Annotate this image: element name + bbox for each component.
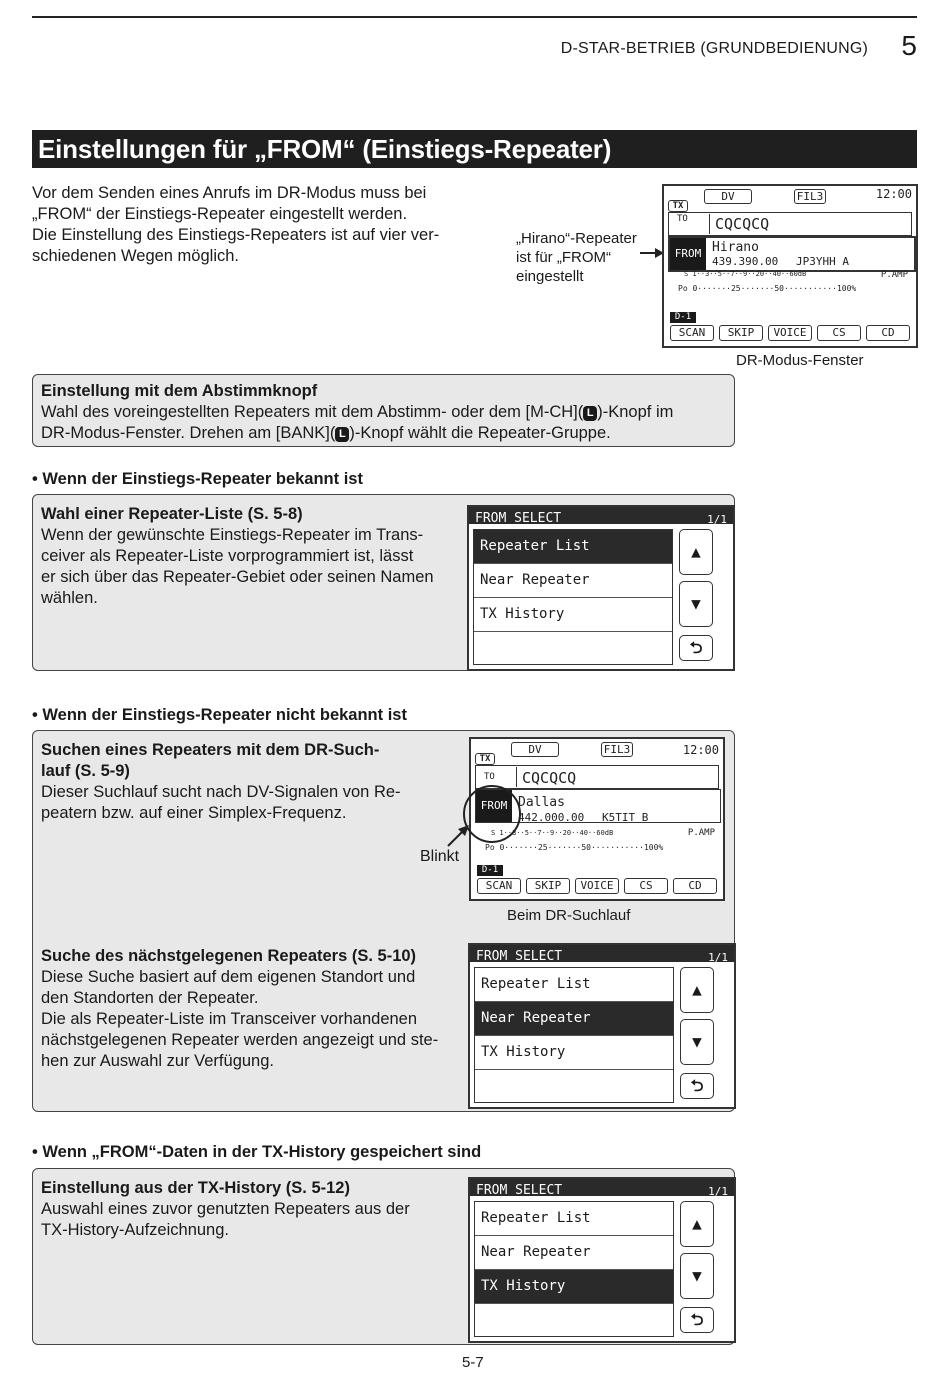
box-line: Dieser Suchlauf sucht nach DV-Signalen von Re- xyxy=(41,783,401,801)
title-bar xyxy=(32,130,917,168)
from-select-title: FROM SELECT xyxy=(476,1183,563,1198)
box-repeater-list xyxy=(32,494,735,671)
text-fragment: DR-Modus-Fenster. Drehen am [BANK]( xyxy=(41,424,336,442)
header-rule xyxy=(32,16,917,18)
box-line: wählen. xyxy=(41,589,98,607)
clock: 12:00 xyxy=(875,187,912,201)
list-item-tx-history[interactable]: TX History xyxy=(475,1270,673,1304)
blink-highlight-circle xyxy=(461,783,523,845)
text-fragment: )-Knopf wählt die Repeater-Gruppe. xyxy=(349,424,611,442)
scroll-up-button[interactable]: ▲ xyxy=(680,1201,714,1247)
blink-label: Blinkt xyxy=(420,848,460,865)
page-indicator: 1/1 xyxy=(708,1185,728,1198)
from-select-title: FROM SELECT xyxy=(476,949,563,964)
page-number: 5-7 xyxy=(462,1354,484,1371)
list-item-near-repeater[interactable]: Near Repeater xyxy=(475,1236,673,1270)
from-select-titlebar xyxy=(470,1179,734,1196)
list-item-tx-history[interactable]: TX History xyxy=(474,598,672,632)
list-item-tx-history[interactable]: TX History xyxy=(475,1036,673,1070)
clock: 12:00 xyxy=(682,743,719,757)
tx-indicator: TX xyxy=(475,753,495,765)
page-indicator: 1/1 xyxy=(707,513,727,526)
box-title: Einstellung mit dem Abstimmknopf xyxy=(41,382,318,400)
list-item-repeater-list[interactable]: Repeater List xyxy=(474,530,672,564)
scroll-down-button[interactable]: ▼ xyxy=(679,581,713,627)
cd-softkey[interactable]: CD xyxy=(866,325,910,341)
from-name: Hirano xyxy=(712,240,759,255)
from-frame xyxy=(668,236,916,272)
box-title: Suche des nächstgelegenen Repeaters (S. 5-10) xyxy=(41,947,417,965)
voice-softkey[interactable]: VOICE xyxy=(575,878,619,894)
from-select-titlebar xyxy=(470,945,734,962)
cs-softkey[interactable]: CS xyxy=(817,325,861,341)
voice-softkey[interactable]: VOICE xyxy=(768,325,812,341)
box-line: hen zur Auswahl zur Verfügung. xyxy=(41,1052,274,1070)
list-item-repeater-list[interactable]: Repeater List xyxy=(475,968,673,1002)
l-key-icon: L xyxy=(335,427,349,442)
to-value: CQCQCQ xyxy=(522,769,577,787)
d-indicator: D-1 xyxy=(670,312,696,323)
to-label: TO xyxy=(484,772,495,782)
chapter-number: 5 xyxy=(901,30,917,61)
box-tx-history xyxy=(32,1168,735,1345)
callout-line: eingestellt xyxy=(516,268,584,285)
filter-indicator: FIL3 xyxy=(794,189,826,204)
from-select-list xyxy=(474,967,674,1103)
d-indicator: D-1 xyxy=(477,865,503,876)
skip-softkey[interactable]: SKIP xyxy=(526,878,570,894)
intro-line: „FROM“ der Einstiegs-Repeater eingestellt werden. xyxy=(32,205,408,223)
to-frame xyxy=(668,212,912,236)
intro-line: Die Einstellung des Einstiegs-Repeaters ist auf vier ver- xyxy=(32,226,440,244)
dr-mode-screen xyxy=(662,184,918,348)
box-line xyxy=(41,402,731,423)
section-header: D-STAR-BETRIEB (GRUNDBEDIENUNG) xyxy=(560,40,868,57)
from-select-list xyxy=(473,529,673,665)
from-label: FROM xyxy=(670,238,706,270)
section-bullet: • Wenn der Einstiegs-Repeater bekannt ist xyxy=(32,470,363,488)
pamp-indicator: P.AMP xyxy=(687,828,715,838)
mode-indicator: DV xyxy=(511,742,559,757)
scroll-up-button[interactable]: ▲ xyxy=(679,529,713,575)
box-line: peatern bzw. auf einer Simplex-Frequenz. xyxy=(41,804,347,822)
skip-softkey[interactable]: SKIP xyxy=(719,325,763,341)
pamp-indicator: P.AMP xyxy=(880,270,908,280)
l-key-icon: L xyxy=(583,406,597,421)
box-tuning-knob xyxy=(32,374,735,447)
scan-softkey[interactable]: SCAN xyxy=(670,325,714,341)
box-line: Auswahl eines zuvor genutzten Repeaters aus der xyxy=(41,1200,410,1218)
from-frequency: 442.000.00 xyxy=(518,811,585,824)
from-frequency: 439.390.00 xyxy=(712,255,779,268)
from-callsign: JP3YHH A xyxy=(796,255,849,268)
callout-line: ist für „FROM“ xyxy=(516,249,611,266)
filter-indicator: FIL3 xyxy=(601,742,633,757)
mode-indicator: DV xyxy=(704,189,752,204)
box-line: TX-History-Aufzeichnung. xyxy=(41,1221,229,1239)
callout-arrow-icon xyxy=(640,246,664,260)
to-value: CQCQCQ xyxy=(715,215,770,233)
box-line: Die als Repeater-Liste im Transceiver vorhandenen xyxy=(41,1010,418,1028)
from-select-list xyxy=(474,1201,674,1337)
callout-line: „Hirano“-Repeater xyxy=(516,230,637,247)
page-indicator: 1/1 xyxy=(708,951,728,964)
intro-text xyxy=(32,183,472,267)
text-fragment: Wahl des voreingestellten Repeaters mit dem Abstimm- oder dem [M-CH]( xyxy=(41,403,584,421)
from-select-screen xyxy=(468,943,736,1109)
scroll-down-button[interactable]: ▼ xyxy=(680,1253,714,1299)
list-item-repeater-list[interactable]: Repeater List xyxy=(475,1202,673,1236)
from-select-title: FROM SELECT xyxy=(475,511,562,526)
section-bullet: • Wenn der Einstiegs-Repeater nicht bekannt ist xyxy=(32,706,407,724)
box-body xyxy=(41,525,461,609)
scan-softkey[interactable]: SCAN xyxy=(477,878,521,894)
scroll-up-button[interactable]: ▲ xyxy=(680,967,714,1013)
intro-line: Vor dem Senden eines Anrufs im DR-Modus muss bei xyxy=(32,184,427,202)
s-meter-scale: S 1··3··5··7··9··20··40··60dB xyxy=(684,270,807,278)
back-button[interactable]: ⮌ xyxy=(679,635,713,661)
to-label: TO xyxy=(677,214,688,224)
from-select-titlebar xyxy=(469,507,733,524)
box-line: ceiver als Repeater-Liste vorprogrammiert ist, lässt xyxy=(41,547,414,565)
box-unknown-repeater xyxy=(32,730,735,1112)
box-title: Wahl einer Repeater-Liste (S. 5-8) xyxy=(41,505,303,523)
from-label-blinking: FROM xyxy=(476,790,512,822)
screen-caption: DR-Modus-Fenster xyxy=(736,352,864,369)
box-line: Diese Suche basiert auf dem eigenen Standort und xyxy=(41,968,416,986)
box-body xyxy=(41,967,461,1072)
list-item-near-repeater[interactable]: Near Repeater xyxy=(474,564,672,598)
from-select-screen xyxy=(467,505,735,671)
divider xyxy=(709,214,710,234)
box-title: Einstellung aus der TX-History (S. 5-12) xyxy=(41,1179,350,1197)
box-line: nächstgelegenen Repeater werden angezeigt und ste- xyxy=(41,1031,439,1049)
back-button[interactable]: ⮌ xyxy=(680,1073,714,1099)
box-line: Wenn der gewünschte Einstiegs-Repeater im Trans- xyxy=(41,526,424,544)
section-bullet: • Wenn „FROM“-Daten in der TX-History gespeichert sind xyxy=(32,1143,482,1161)
box-title: lauf (S. 5-9) xyxy=(41,762,130,780)
po-meter-scale: Po 0·······25·······50···········100% xyxy=(485,843,664,852)
list-item-near-repeater[interactable]: Near Repeater xyxy=(475,1002,673,1036)
back-button[interactable]: ⮌ xyxy=(680,1307,714,1333)
callout-text xyxy=(516,229,637,286)
po-meter-scale: Po 0·······25·······50···········100% xyxy=(678,284,857,293)
box-line: er sich über das Repeater-Gebiet oder seinen Namen xyxy=(41,568,434,586)
cs-softkey[interactable]: CS xyxy=(624,878,668,894)
scroll-down-button[interactable]: ▼ xyxy=(680,1019,714,1065)
cd-softkey[interactable]: CD xyxy=(673,878,717,894)
box-title: Suchen eines Repeaters mit dem DR-Such- xyxy=(41,741,380,759)
from-name: Dallas xyxy=(518,795,565,810)
tx-indicator: TX xyxy=(668,200,688,212)
box-body xyxy=(41,782,441,824)
box-line: den Standorten der Repeater. xyxy=(41,989,259,1007)
from-select-screen xyxy=(468,1177,736,1343)
intro-line: schiedenen Wegen möglich. xyxy=(32,247,239,265)
box-body xyxy=(41,1199,461,1241)
s-meter-scale: S 1··3··5··7··9··20··40··60dB xyxy=(491,829,614,837)
page-title: Einstellungen für „FROM“ (Einstiegs-Repeater) xyxy=(38,134,612,164)
from-callsign: K5TIT B xyxy=(602,811,649,824)
screen-caption: Beim DR-Suchlauf xyxy=(507,907,631,924)
text-fragment: )-Knopf im xyxy=(597,403,674,421)
box-line xyxy=(41,423,611,444)
